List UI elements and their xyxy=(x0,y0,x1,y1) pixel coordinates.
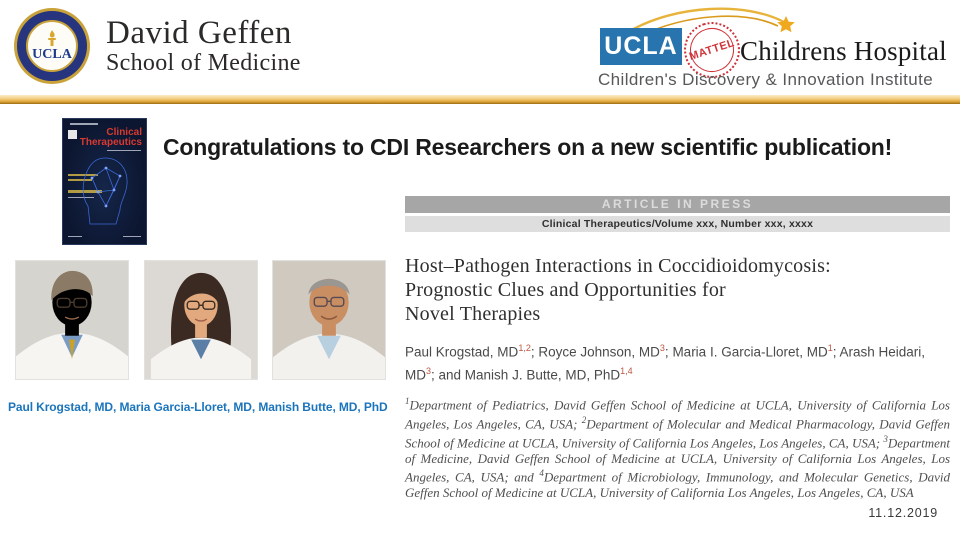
torch-icon xyxy=(44,30,60,48)
headline: Congratulations to CDI Researchers on a new scientific publication! xyxy=(163,134,893,160)
cover-text-bar xyxy=(123,236,141,237)
childrens-hospital-name: Childrens Hospital xyxy=(740,36,947,66)
photo-manish-butte xyxy=(272,260,386,380)
cover-masthead-line1: Clinical xyxy=(106,127,142,138)
dgsom-logo xyxy=(14,8,301,84)
article-title xyxy=(405,254,950,326)
dgsom-wordmark-line1: David Geffen xyxy=(106,15,292,51)
cover-masthead xyxy=(80,128,142,148)
article-in-press-banner: ARTICLE IN PRESS xyxy=(405,196,950,213)
article-title-line2: Prognostic Clues and Opportunities for xyxy=(405,279,726,301)
gold-divider xyxy=(0,95,960,104)
ucla-seal-icon xyxy=(14,8,90,84)
institute-name: Children's Discovery & Innovation Institute xyxy=(598,70,934,89)
cover-text-bar xyxy=(107,150,141,151)
cover-logo-square xyxy=(68,130,77,139)
article-title-line1: Host–Pathogen Interactions in Coccidioidomycosis: xyxy=(405,255,831,277)
article-title-line3: Novel Therapies xyxy=(405,303,541,325)
cover-text-bar xyxy=(70,123,98,125)
slide-date: 11.12.2019 xyxy=(868,506,938,520)
journal-cover xyxy=(62,118,147,245)
dgsom-wordmark-line2: School of Medicine xyxy=(106,50,301,76)
seal-ucla-text: UCLA xyxy=(32,47,72,62)
photo-paul-krogstad xyxy=(15,260,129,380)
researchers-caption: Paul Krogstad, MD, Maria Garcia-Lloret, MD, Manish Butte, MD, PhD xyxy=(8,400,388,414)
journal-volume-line: Clinical Therapeutics/Volume xxx, Number xxx, xxxx xyxy=(405,216,950,232)
cdi-logo xyxy=(596,6,956,94)
article-authors: Paul Krogstad, MD$^{1,2}$; Royce Johnson, $MD^3$; Maria I. Garcia-Lloret, $MD^1$; Arash Heidari, $MD^3$; and Manish J. Butte, MD, PhD$^{1,4}$ xyxy=(405,343,926,382)
article-panel xyxy=(405,196,950,501)
photo-maria-garcia-lloret xyxy=(144,260,258,380)
ucla-health-logo: UCLA xyxy=(600,28,682,65)
ucla-seal-ring xyxy=(17,11,87,81)
mattel-stamp-text: MATTEL xyxy=(687,37,737,63)
article-affiliations: $^1$Department of Pediatrics, David Geffen School of Medicine at UCLA, University of California Los Angeles, Los Angeles, CA, USA; $^2$Department of Molecular and Medical Pharmacology, David Geffen School of Medicine at UCLA, University of California Los Angeles, Los Angeles, CA, USA; $^3$Department of Medicine, David Geffen School of Medicine at UCLA, University of California Los Angeles, Los Angeles, CA, USA; and $^4$Department of Microbiology, Immunology, and Molecular Genetics, David Geffen School of Medicine at UCLA, University of California Los Angeles, Los Angeles, CA, USA xyxy=(405,396,950,501)
dgsom-wordmark xyxy=(106,16,301,76)
cover-text-bar xyxy=(68,236,82,237)
cover-wireframe-head-graphic xyxy=(76,154,134,226)
cover-masthead-line2: Therapeutics xyxy=(79,137,142,148)
